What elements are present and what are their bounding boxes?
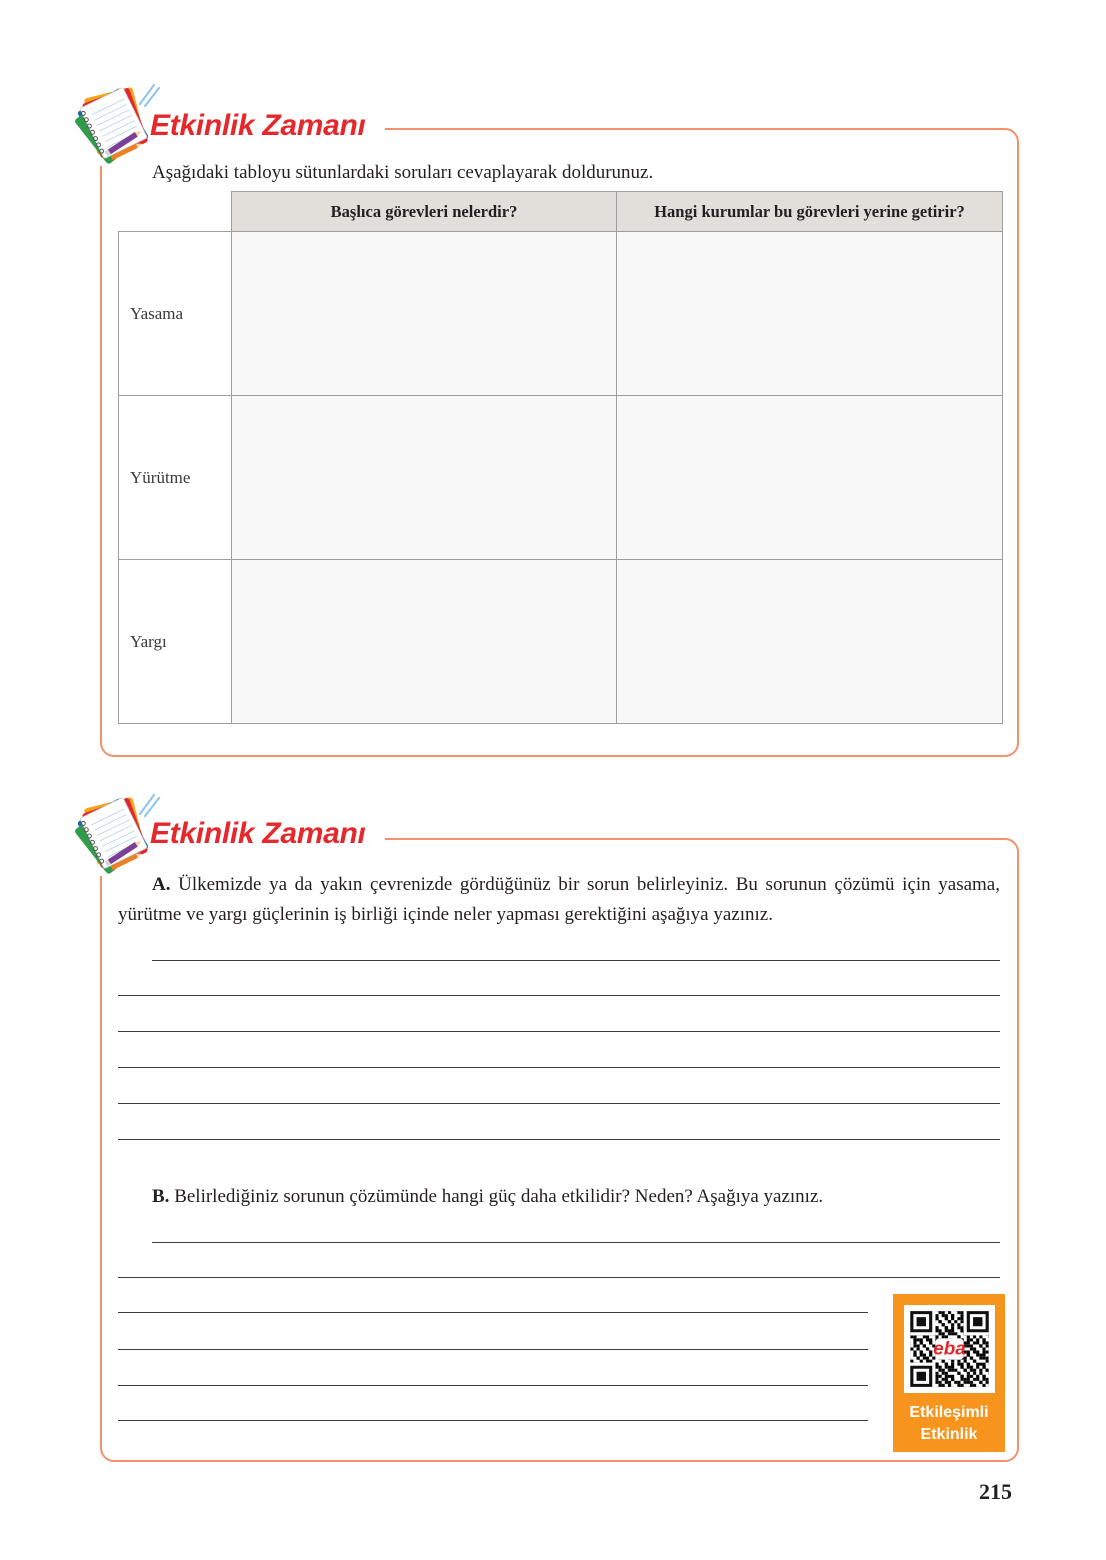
answer-cell [232,560,617,724]
activity-title: Etkinlik Zamanı [150,109,366,142]
answer-line [118,1031,1000,1032]
eba-logo: eba [933,1337,966,1359]
qr-label [893,1402,1005,1446]
answer-line [118,1103,1000,1104]
activity-frame [100,838,1019,1462]
answer-line [152,960,1000,961]
row-label-yurutme: Yürütme [119,396,232,560]
answer-line [118,1349,868,1350]
row-label-yargi: Yargı [119,560,232,724]
notebook-pencils-icon [70,792,162,874]
table-corner-cell [119,192,232,232]
answer-line [118,995,1000,996]
activity-instruction: Aşağıdaki tabloyu sütunlardaki soruları cevaplayarak doldurunuz. [152,162,654,183]
answer-line [118,1277,1000,1278]
part-a-question-line-2: yürütme ve yargı güçlerinin iş birliği içinde neler yapması gerektiğini aşağıya yazınız. [118,904,773,925]
answer-cell [232,396,617,560]
answer-line [118,1312,868,1313]
column-header-institutions: Hangi kurumlar bu görevleri yerine getirir? [617,192,1003,232]
part-b-text: Belirlediğiniz sorunun çözümünde hangi güç daha etkilidir? Neden? Aşağıya yazınız. [174,1186,824,1207]
answer-cell [617,232,1003,396]
answer-line [118,1420,868,1421]
part-a-marker: A. [152,874,171,895]
activity-table [118,191,1003,724]
answer-cell [232,232,617,396]
answer-line [118,1139,1000,1140]
answer-cell [617,396,1003,560]
answer-line [118,1067,1000,1068]
part-a-text: Ülkemizde ya da yakın çevrenizde gördüğünüz bir sorun belirleyiniz. Bu sorunun çözümü için yasama, [178,874,1000,895]
answer-cell [617,560,1003,724]
row-label-yasama: Yasama [119,232,232,396]
answer-line [118,1385,868,1386]
part-a-question-line-1 [152,872,1000,898]
page-number: 215 [979,1479,1012,1504]
qr-label-line-2: Etkinlik [920,1426,978,1443]
notebook-pencils-icon [70,82,162,164]
column-header-duties: Başlıca görevleri nelerdir? [232,192,617,232]
part-b-marker: B. [152,1186,170,1207]
qr-code-icon [904,1305,995,1393]
part-b-question [152,1184,823,1210]
qr-label-line-1: Etkileşimli [909,1404,989,1421]
answer-line [152,1242,1000,1243]
interactive-activity-qr-badge[interactable] [893,1294,1005,1452]
activity-title: Etkinlik Zamanı [150,817,366,850]
